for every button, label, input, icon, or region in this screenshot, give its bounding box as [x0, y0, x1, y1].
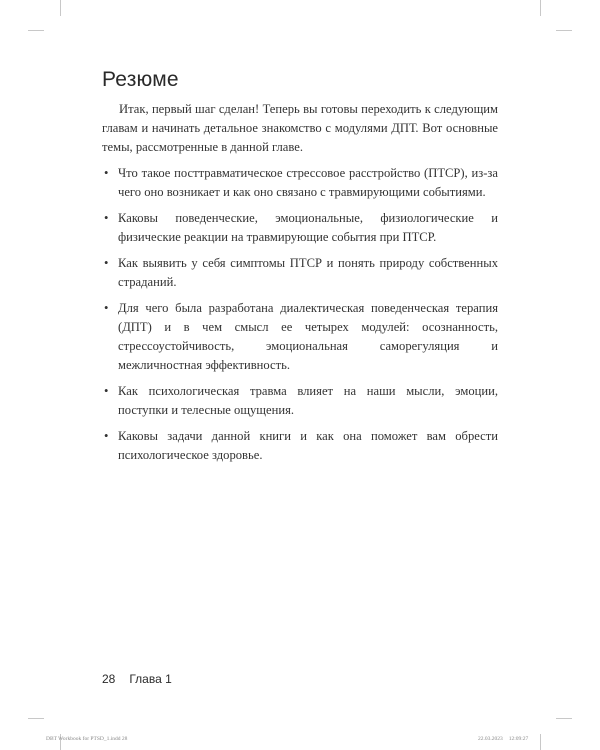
print-slug-file: DBT Workbook for PTSD_1.indd 28 — [46, 736, 128, 742]
print-slug-date: 22.03.2023 — [478, 736, 503, 742]
print-slug-time: 12:09:27 — [508, 736, 529, 742]
list-item-text: Для чего была разработана диалектическая поведенческая терапия (ДПТ) и в чем смысл ее четырех модулей: осознанность, стрессоустойчивость, эмоциональная саморегуляция и межличностная эффективность. — [118, 301, 498, 372]
print-slug-datetime — [478, 736, 528, 742]
crop-mark — [556, 30, 572, 31]
crop-mark — [540, 734, 541, 750]
crop-mark — [556, 718, 572, 719]
list-item — [102, 209, 498, 247]
list-item — [102, 299, 498, 375]
bullet-icon: • — [104, 301, 109, 315]
crop-mark — [540, 0, 541, 16]
chapter-label: Глава 1 — [129, 672, 172, 686]
bullet-icon: • — [104, 256, 109, 270]
crop-mark — [60, 0, 61, 16]
list-item-text: Каковы задачи данной книги и как она поможет вам обрести психологическое здоровье. — [118, 429, 498, 462]
crop-mark — [28, 30, 44, 31]
summary-list — [102, 164, 498, 465]
list-item-text: Как психологическая травма влияет на наши мысли, эмоции, поступки и телесные ощущения. — [118, 384, 498, 417]
crop-mark — [28, 718, 44, 719]
list-item — [102, 427, 498, 465]
list-item — [102, 382, 498, 420]
section-heading: Резюме — [102, 68, 179, 91]
body-text — [102, 100, 498, 472]
page-number: 28 — [102, 672, 116, 686]
bullet-icon: • — [104, 384, 109, 398]
list-item-text: Как выявить у себя симптомы ПТСР и понять природу собственных страданий. — [118, 256, 498, 289]
bullet-icon: • — [104, 429, 109, 443]
list-item — [102, 254, 498, 292]
list-item-text: Что такое посттравматическое стрессовое расстройство (ПТСР), из-за чего оно возникает и как оно связано с травмирующими событиями. — [118, 166, 498, 199]
list-item-text: Каковы поведенческие, эмоциональные, физиологические и физические реакции на травмирующие события при ПТСР. — [118, 211, 498, 244]
page-footer — [102, 672, 172, 686]
intro-paragraph: Итак, первый шаг сделан! Теперь вы готовы переходить к следующим главам и начинать детальное знакомство с модулями ДПТ. Вот основные темы, рассмотренные в данной главе. — [102, 102, 498, 154]
bullet-icon: • — [104, 166, 109, 180]
list-item — [102, 164, 498, 202]
bullet-icon: • — [104, 211, 109, 225]
